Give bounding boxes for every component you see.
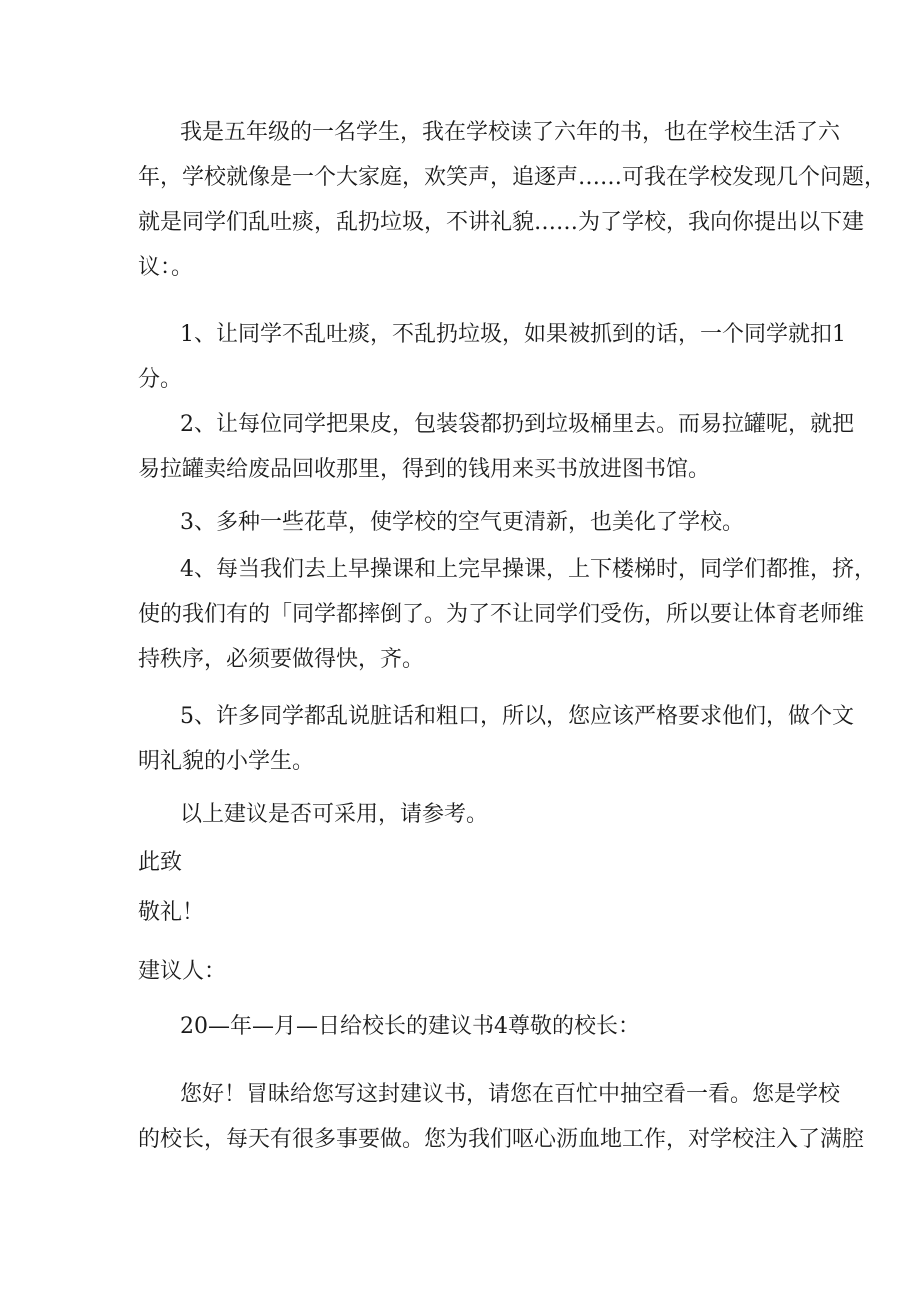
date-and-next-letter-title: 20—年—月—日给校长的建议书4尊敬的校长： xyxy=(180,1014,640,1039)
paragraph-1-line-3: 就是同学们乱吐痰，乱扔垃圾，不讲礼貌……为了学校，我向你提出以下建 xyxy=(138,210,865,235)
salutation-jingli: 敬礼！ xyxy=(138,900,205,925)
suggestion-2-line-1: 2、让每位同学把果皮，包装袋都扔到垃圾桶里去。而易拉罐呢，就把 xyxy=(180,412,854,437)
letter-4-line-1: 您好！冒昧给您写这封建议书，请您在百忙中抽空看一看。您是学校 xyxy=(180,1082,841,1107)
salutation-cizhi: 此致 xyxy=(138,850,183,875)
suggestion-4-line-2: 使的我们有的「同学都摔倒了。为了不让同学们受伤，所以要让体育老师维 xyxy=(138,602,865,627)
suggestion-3: 3、多种一些花草，使学校的空气更清新，也美化了学校。 xyxy=(180,510,744,535)
closing-remark: 以上建议是否可采用，请参考。 xyxy=(180,802,489,827)
letter-4-line-2: 的校长，每天有很多事要做。您为我们呕心沥血地工作，对学校注入了满腔 xyxy=(138,1127,865,1152)
suggestion-4-line-3: 持秩序，必须要做得快，齐。 xyxy=(138,647,425,672)
suggestion-1-line-2: 分。 xyxy=(138,367,183,392)
suggestion-5-line-1: 5、许多同学都乱说脏话和粗口，所以，您应该严格要求他们，做个文 xyxy=(180,704,854,729)
suggestion-2-line-2: 易拉罐卖给废品回收那里，得到的钱用来买书放进图书馆。 xyxy=(138,457,711,482)
paragraph-1-line-1: 我是五年级的一名学生，我在学校读了六年的书，也在学校生活了六 xyxy=(180,120,841,145)
suggestion-1-line-1: 1、让同学不乱吐痰，不乱扔垃圾，如果被抓到的话，一个同学就扣1 xyxy=(180,322,846,347)
paragraph-1-line-2: 年，学校就像是一个大家庭，欢笑声，追逐声……可我在学校发现几个问题， xyxy=(138,165,887,190)
suggestion-4-line-1: 4、每当我们去上早操课和上完早操课，上下楼梯时，同学们都推，挤， xyxy=(180,557,876,582)
suggestion-5-line-2: 明礼貌的小学生。 xyxy=(138,749,315,774)
paragraph-1-line-4: 议：。 xyxy=(138,255,194,280)
signature-label: 建议人： xyxy=(138,959,227,984)
